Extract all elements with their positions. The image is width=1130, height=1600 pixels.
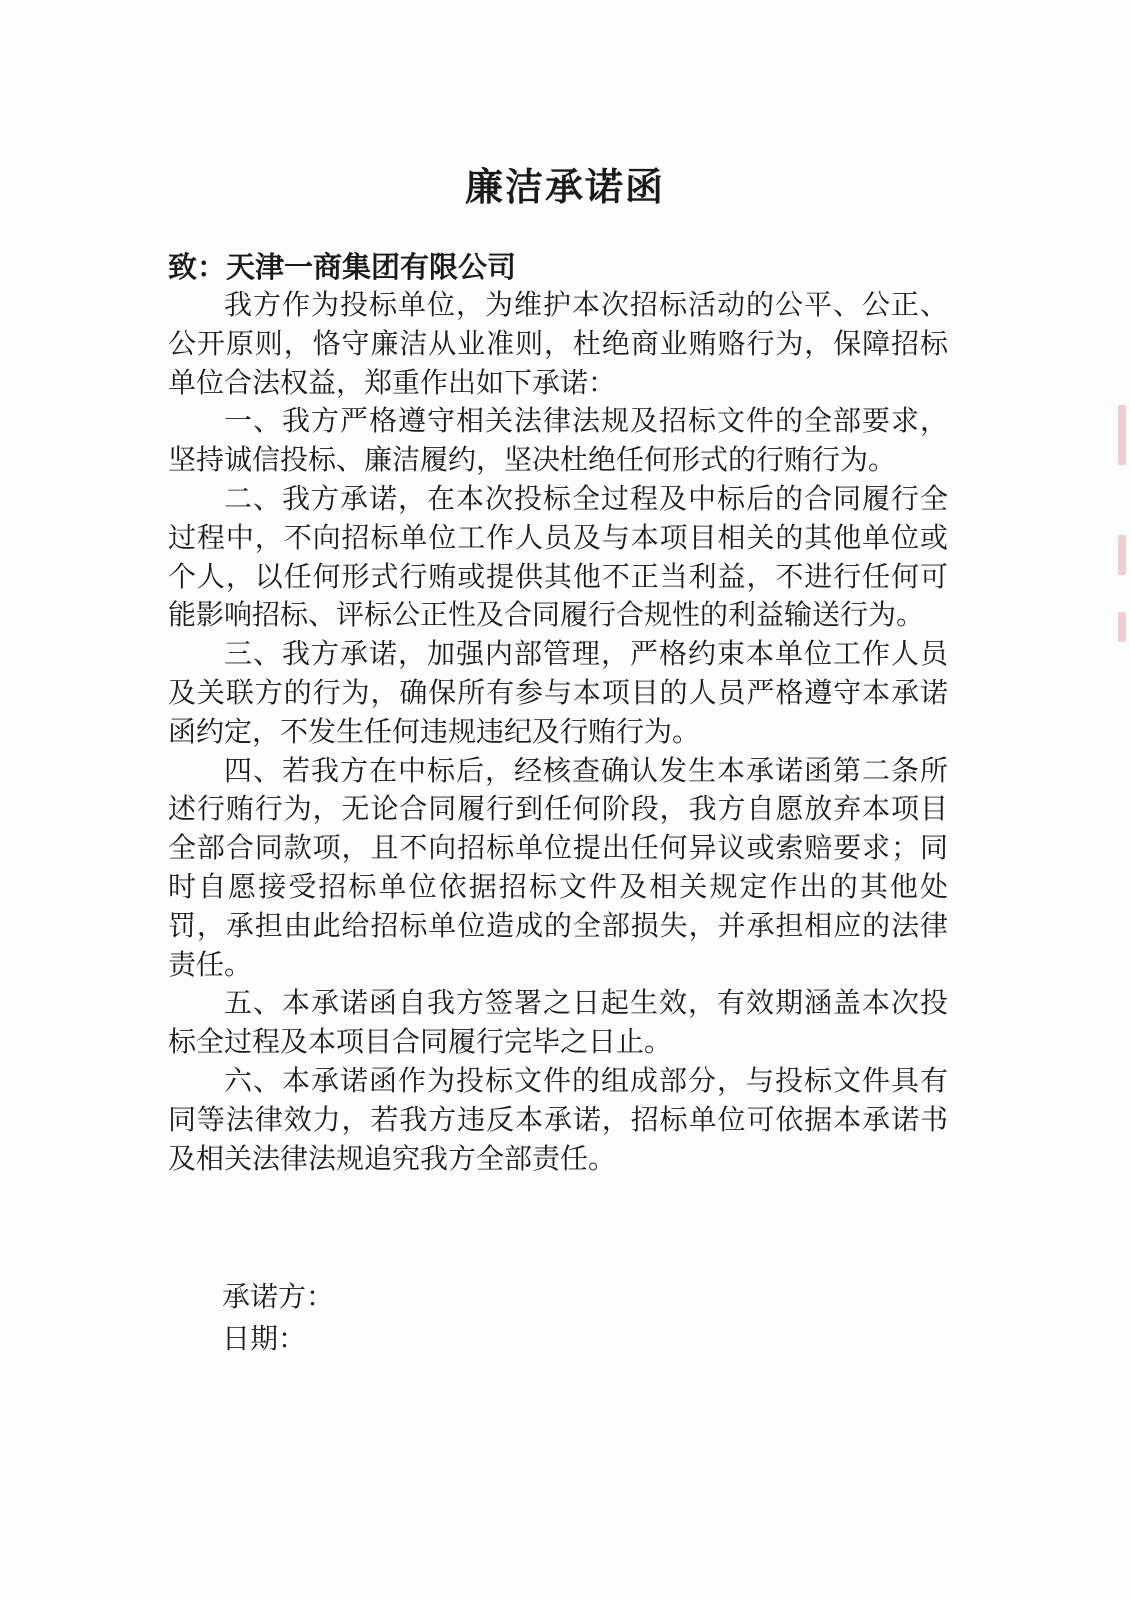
scan-edge-mark (1118, 405, 1126, 465)
clause-5-paragraph: 五、本承诺函自我方签署之日起生效，有效期涵盖本次投标全过程及本项目合同履行完毕之日止。 (168, 986, 948, 1059)
document-title: 廉洁承诺函 (464, 164, 665, 209)
recipient-line: 致：天津一商集团有限公司 (168, 250, 517, 284)
document-body (168, 286, 948, 1178)
date-label: 日期： (222, 1322, 307, 1355)
promisor-label: 承诺方： (222, 1280, 335, 1313)
intro-paragraph: 我方作为投标单位，为维护本次招标活动的公平、公正、公开原则，恪守廉洁从业准则，杜绝商业贿赂行为，保障招标单位合法权益，郑重作出如下承诺： (168, 288, 948, 399)
scan-edge-mark (1118, 612, 1126, 642)
clause-3-paragraph: 三、我方承诺，加强内部管理，严格约束本单位工作人员及关联方的行为，确保所有参与本项目的人员严格遵守本承诺函约定，不发生任何违规违纪及行贿行为。 (168, 637, 948, 748)
clause-2-paragraph: 二、我方承诺，在本次投标全过程及中标后的合同履行全过程中，不向招标单位工作人员及与本项目相关的其他单位或个人，以任何形式行贿或提供其他不正当利益，不进行任何可能影响招标、评标公正性及合同履行合规性的利益输送行为。 (168, 481, 948, 632)
scan-edge-mark (1118, 535, 1126, 575)
signature-block (222, 1276, 334, 1360)
clause-4-paragraph: 四、若我方在中标后，经核查确认发生本承诺函第二条所述行贿行为，无论合同履行到任何阶段，我方自愿放弃本项目全部合同款项，且不向招标单位提出任何异议或索赔要求；同时自愿接受招标单位依据招标文件及相关规定作出的其他处罚，承担由此给招标单位造成的全部损失，并承担相应的法律责任。 (168, 753, 948, 981)
clause-6-paragraph: 六、本承诺函作为投标文件的组成部分，与投标文件具有同等法律效力，若我方违反本承诺，招标单位可依据本承诺书及相关法律法规追究我方全部责任。 (168, 1063, 948, 1175)
clause-1-paragraph: 一、我方严格遵守相关法律法规及招标文件的全部要求，坚持诚信投标、廉洁履约，坚决杜绝任何形式的行贿行为。 (168, 404, 948, 477)
